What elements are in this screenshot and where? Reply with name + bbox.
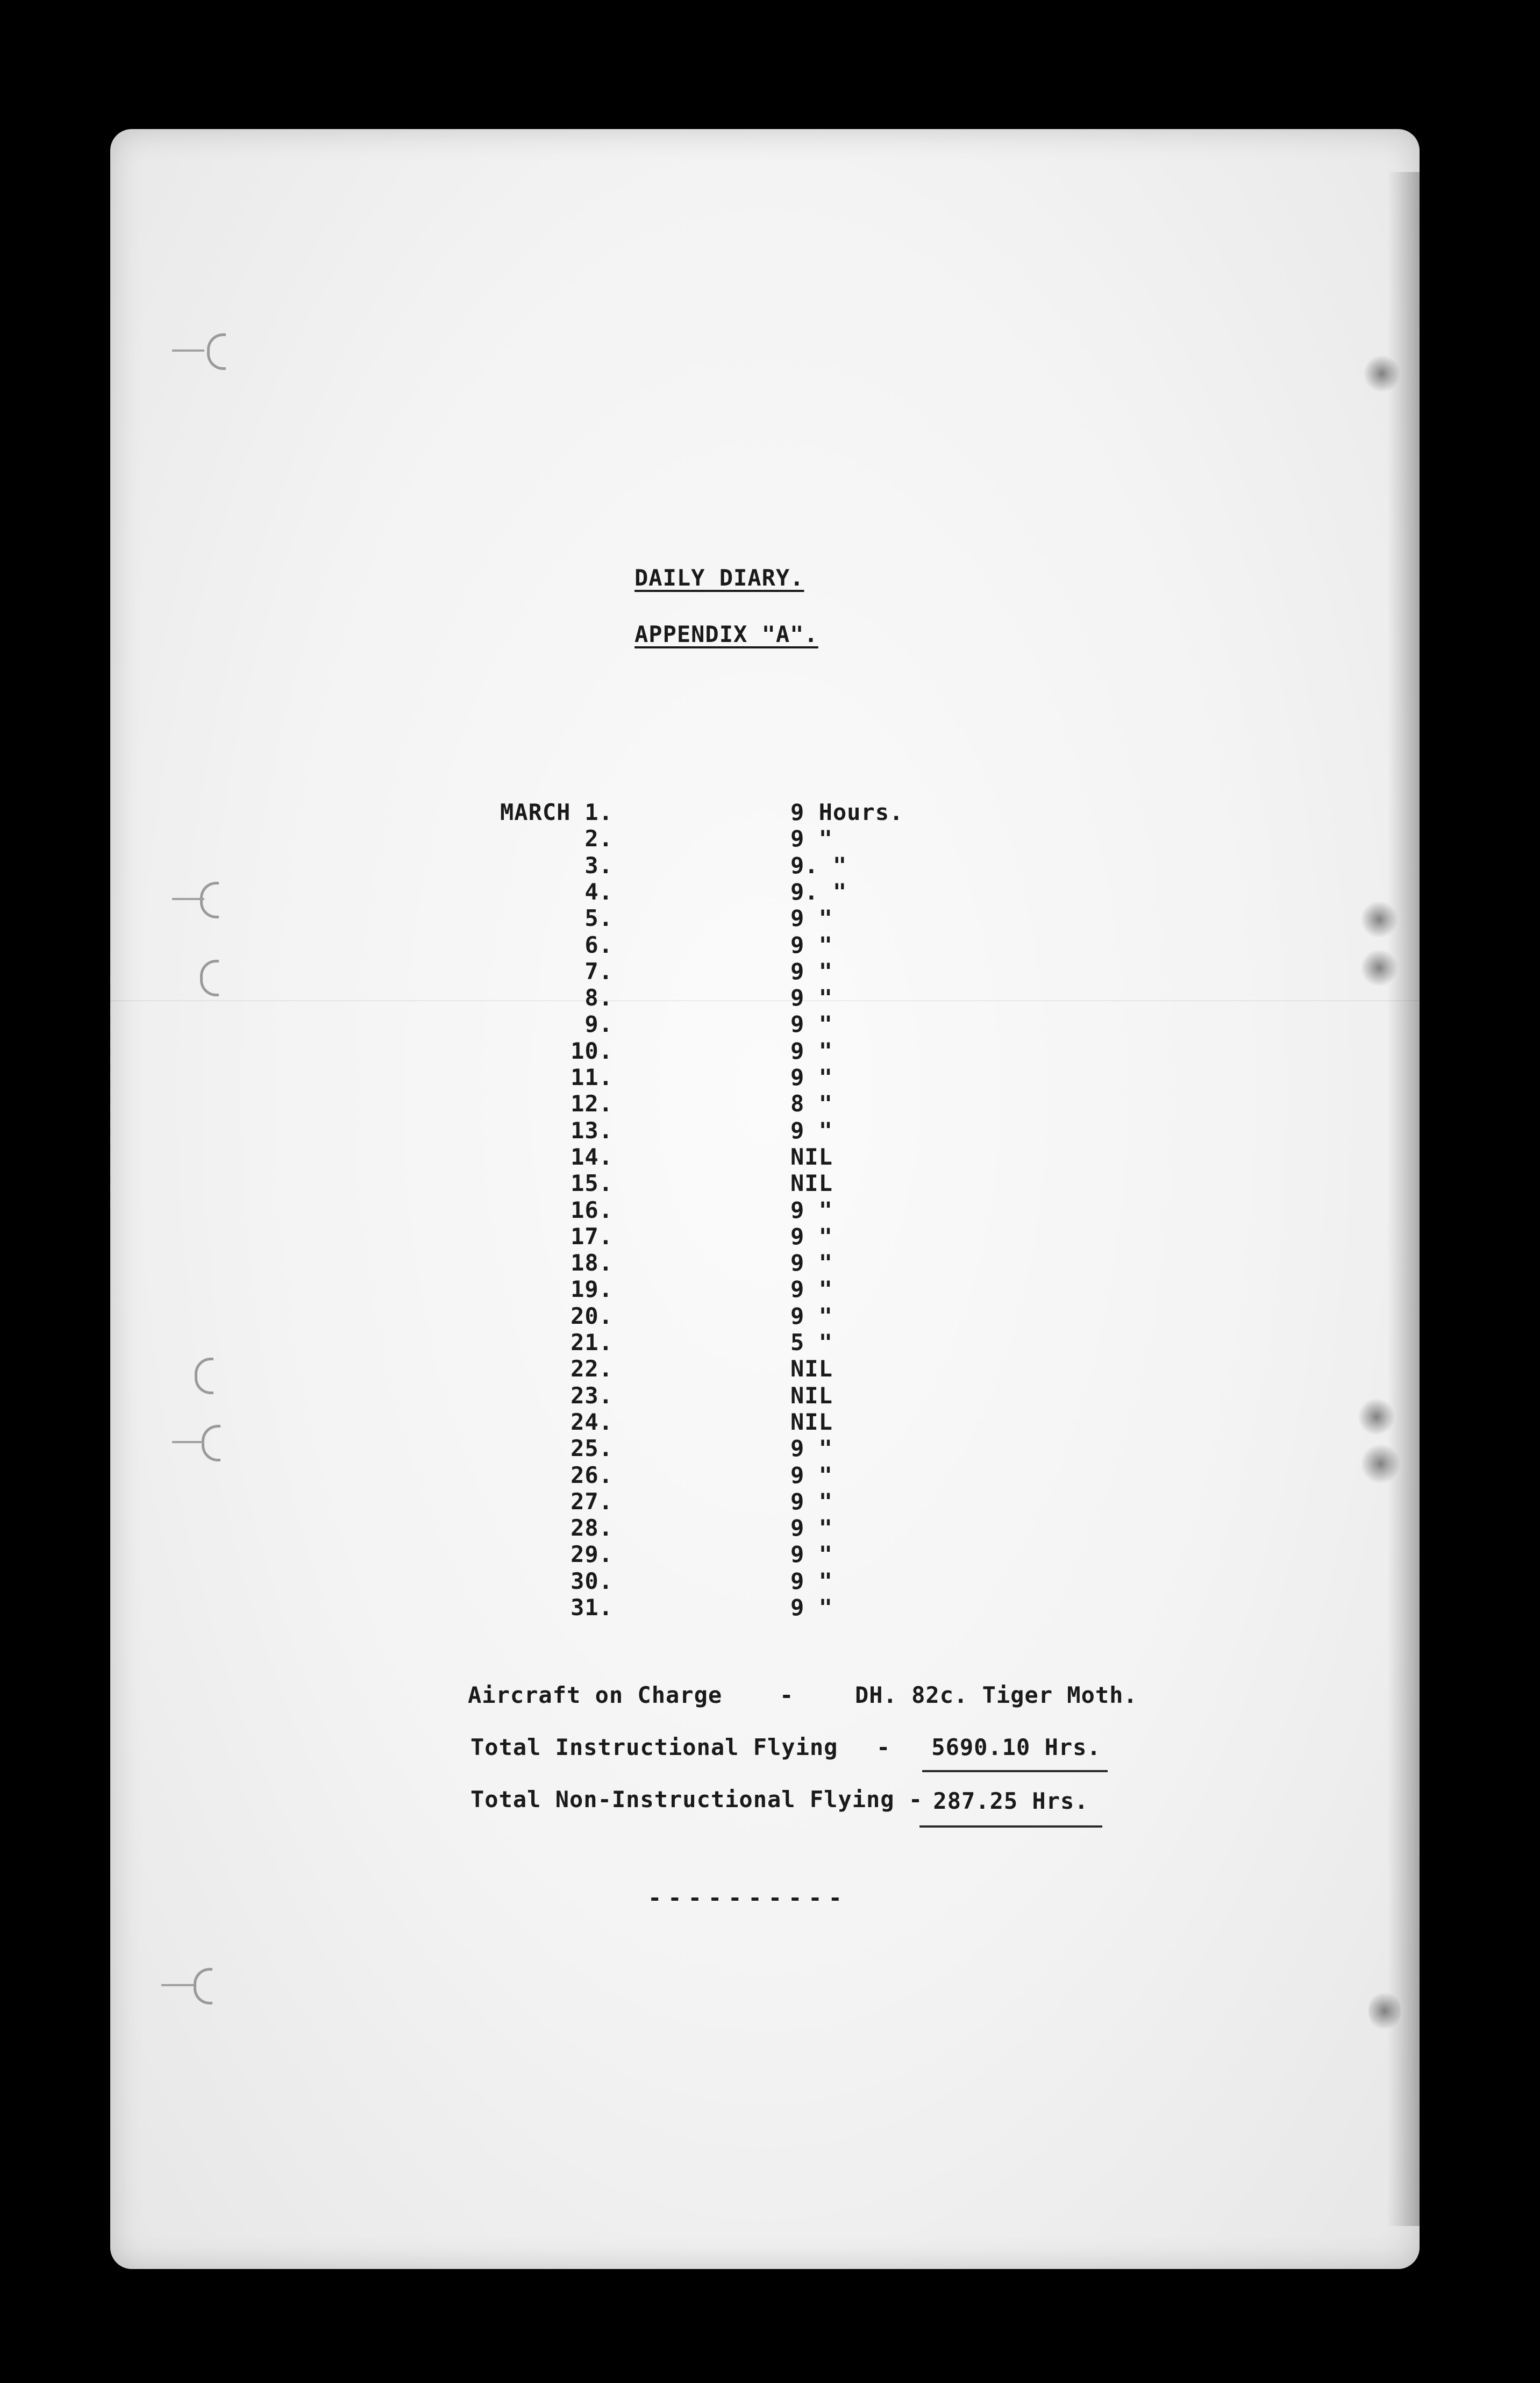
month-label: MARCH [500, 799, 571, 825]
day-number: 24. [571, 1409, 613, 1435]
binder-tick-mark [172, 898, 204, 900]
day-number: 21. [571, 1329, 613, 1355]
day-number: 17. [571, 1223, 613, 1250]
non-instructional-flying-value: 287.25 Hrs. [933, 1788, 1089, 1814]
binder-tick-mark [172, 349, 204, 352]
day-hours: 5 " [790, 1329, 833, 1355]
day-number: 14. [571, 1144, 613, 1170]
day-number: 5. [584, 905, 613, 931]
day-number: 15. [571, 1170, 613, 1196]
ink-smudge [1360, 901, 1398, 938]
day-hours: 9 " [790, 932, 833, 958]
day-number: 13. [571, 1117, 613, 1144]
day-number: 9. [584, 1011, 613, 1037]
day-number: 10. [571, 1038, 613, 1064]
ink-smudge [1363, 355, 1401, 393]
day-number: 25. [571, 1435, 613, 1461]
ink-smudge [1360, 1444, 1401, 1484]
aircraft-separator: - [780, 1682, 794, 1708]
binder-tick-mark [161, 1984, 194, 1986]
aircraft-on-charge-label: Aircraft on Charge [468, 1682, 723, 1708]
day-hours: 9 " [790, 1515, 833, 1541]
page-fold-line [110, 1000, 1420, 1001]
day-hours: 9 " [790, 1594, 833, 1621]
day-number: 22. [571, 1355, 613, 1382]
day-number: 7. [584, 958, 613, 984]
day-hours: 9 " [790, 905, 833, 931]
day-hours: NIL [790, 1382, 833, 1409]
day-number: 16. [571, 1197, 613, 1223]
day-hours: 9 " [790, 825, 833, 852]
instructional-separator: - [876, 1734, 891, 1760]
ink-smudge [1360, 949, 1398, 987]
day-number: 20. [571, 1303, 613, 1329]
day-hours: 9. " [790, 879, 847, 905]
instructional-flying-value: 5690.10 Hrs. [931, 1734, 1101, 1760]
day-hours: 9 " [790, 1011, 833, 1037]
day-number: 27. [571, 1488, 613, 1515]
document-title: DAILY DIARY. [634, 565, 804, 591]
aircraft-on-charge-value: DH. 82c. Tiger Moth. [855, 1682, 1138, 1708]
page-edge-shadow [1387, 172, 1420, 2226]
day-hours: 9 " [790, 1276, 833, 1302]
day-number: 6. [584, 932, 613, 958]
day-hours: 9 " [790, 1038, 833, 1064]
day-hours: NIL [790, 1355, 833, 1382]
day-hours: 9 " [790, 984, 833, 1011]
document-page [110, 129, 1420, 2269]
day-number: 29. [571, 1541, 613, 1567]
day-hours: 9 " [790, 1250, 833, 1276]
day-hours: 9 " [790, 1541, 833, 1567]
day-hours: 9 " [790, 1462, 833, 1488]
ink-smudge [1358, 1398, 1395, 1436]
non-instructional-flying-label: Total Non-Instructional Flying - [470, 1786, 923, 1813]
day-hours: 9 " [790, 1303, 833, 1329]
day-number: 1. [584, 799, 613, 825]
ink-smudge [1368, 1989, 1401, 2032]
day-hours: 9. " [790, 852, 847, 879]
end-of-page-dashes: ---------- [648, 1885, 849, 1911]
day-number: 31. [571, 1594, 613, 1621]
day-number: 2. [584, 825, 613, 852]
day-number: 19. [571, 1276, 613, 1302]
day-hours: 9 " [790, 1435, 833, 1461]
appendix-heading: APPENDIX "A". [634, 621, 818, 647]
day-hours: 9 " [790, 1064, 833, 1090]
instructional-value-underline [922, 1770, 1108, 1772]
day-number: 30. [571, 1568, 613, 1594]
binder-tick-mark [172, 1441, 204, 1443]
day-hours: 8 " [790, 1090, 833, 1117]
day-hours: 9 Hours. [790, 799, 904, 825]
day-number: 18. [571, 1250, 613, 1276]
day-hours: 9 " [790, 1117, 833, 1144]
day-number: 23. [571, 1382, 613, 1409]
day-number: 4. [584, 879, 613, 905]
day-hours: 9 " [790, 1197, 833, 1223]
instructional-flying-label: Total Instructional Flying [470, 1734, 838, 1760]
day-hours: 9 " [790, 1488, 833, 1515]
day-hours: NIL [790, 1144, 833, 1170]
day-number: 8. [584, 984, 613, 1011]
day-hours: NIL [790, 1409, 833, 1435]
non-instructional-value-underline [919, 1825, 1102, 1828]
day-hours: 9 " [790, 1568, 833, 1594]
day-number: 26. [571, 1462, 613, 1488]
day-number: 12. [571, 1090, 613, 1117]
day-hours: NIL [790, 1170, 833, 1196]
day-number: 11. [571, 1064, 613, 1090]
day-number: 28. [571, 1515, 613, 1541]
day-hours: 9 " [790, 1223, 833, 1250]
day-number: 3. [584, 852, 613, 879]
day-hours: 9 " [790, 958, 833, 984]
